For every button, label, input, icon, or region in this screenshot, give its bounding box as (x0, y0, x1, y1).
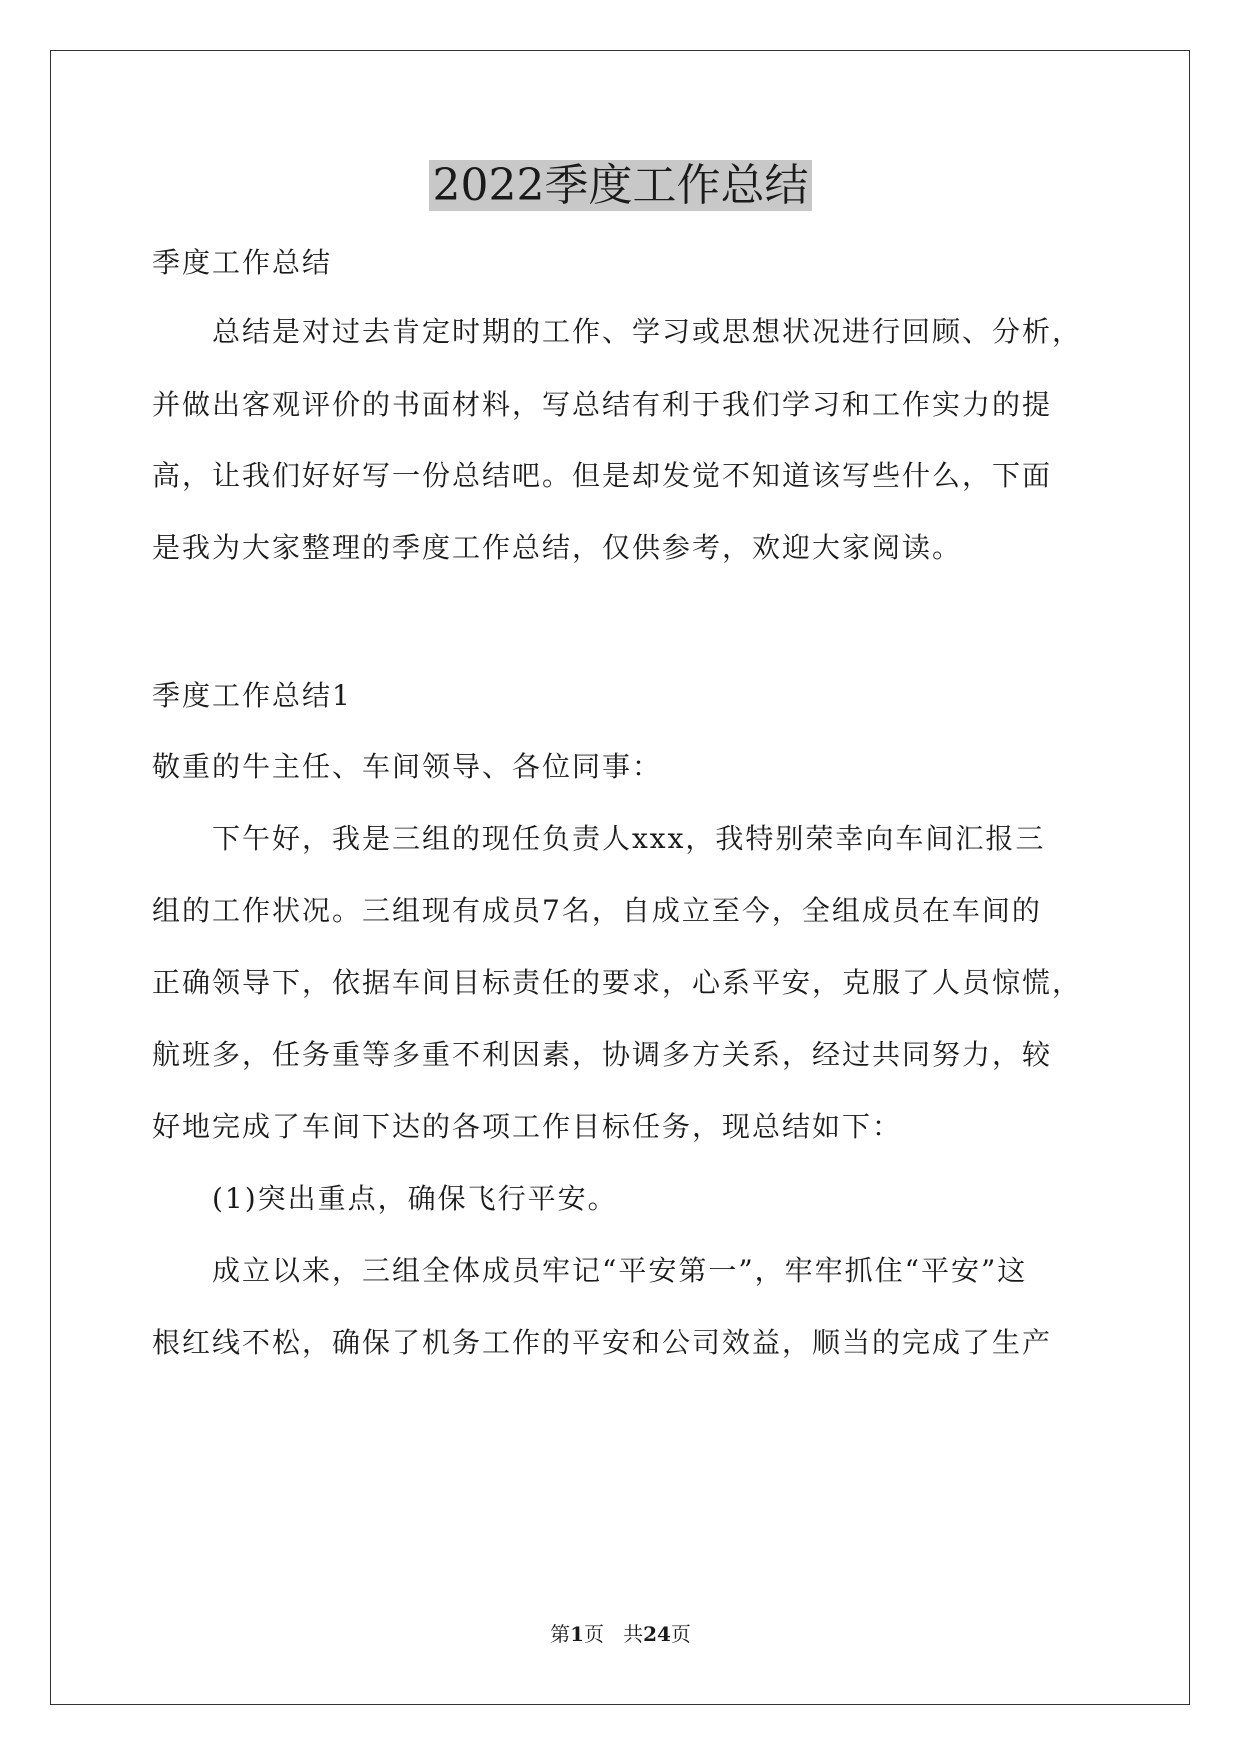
page-border (50, 50, 1190, 1705)
list-item-heading: (1)突出重点，确保飞行平安。 (212, 1182, 618, 1215)
paragraph-line: 根红线不松，确保了机务工作的平安和公司效益，顺当的完成了生产 (152, 1326, 1053, 1359)
page-footer (0, 1620, 1241, 1648)
document-title (0, 158, 1241, 214)
section-heading: 季度工作总结1 (152, 679, 352, 712)
footer-total-suffix: 页 (670, 1622, 691, 1646)
footer-page-suffix: 页 (584, 1622, 604, 1646)
paragraph-line: 正确领导下，依据车间目标责任的要求，心系平安，克服了人员惊慌， (152, 966, 1083, 999)
footer-prefix: 第 (550, 1622, 571, 1646)
total-pages: 24 (643, 1622, 671, 1646)
paragraph-line: 成立以来，三组全体成员牢记“平安第一”，牢牢抓住“平安”这 (212, 1254, 1028, 1287)
section-heading: 季度工作总结 (152, 246, 333, 279)
title-highlight: 2022季度工作总结 (429, 160, 813, 211)
paragraph-line: 总结是对过去肯定时期的工作、学习或思想状况进行回顾、分析， (212, 315, 1083, 348)
paragraph-line: 并做出客观评价的书面材料，写总结有利于我们学习和工作实力的提 (152, 388, 1053, 421)
footer-total-prefix: 共 (623, 1622, 644, 1646)
paragraph-line: 是我为大家整理的季度工作总结，仅供参考，欢迎大家阅读。 (152, 531, 963, 564)
paragraph-line: 好地完成了车间下达的各项工作目标任务，现总结如下： (152, 1110, 903, 1143)
page-number: 1 (570, 1622, 584, 1646)
salutation: 敬重的牛主任、车间领导、各位同事： (152, 750, 663, 783)
paragraph-line: 航班多，任务重等多重不利因素，协调多方关系，经过共同努力，较 (152, 1038, 1053, 1071)
paragraph-line: 组的工作状况。三组现有成员7名，自成立至今，全组成员在车间的 (152, 894, 1042, 927)
paragraph-line: 下午好，我是三组的现任负责人xxx，我特别荣幸向车间汇报三 (212, 822, 1046, 855)
paragraph-line: 高，让我们好好写一份总结吧。但是却发觉不知道该写些什么，下面 (152, 459, 1053, 492)
